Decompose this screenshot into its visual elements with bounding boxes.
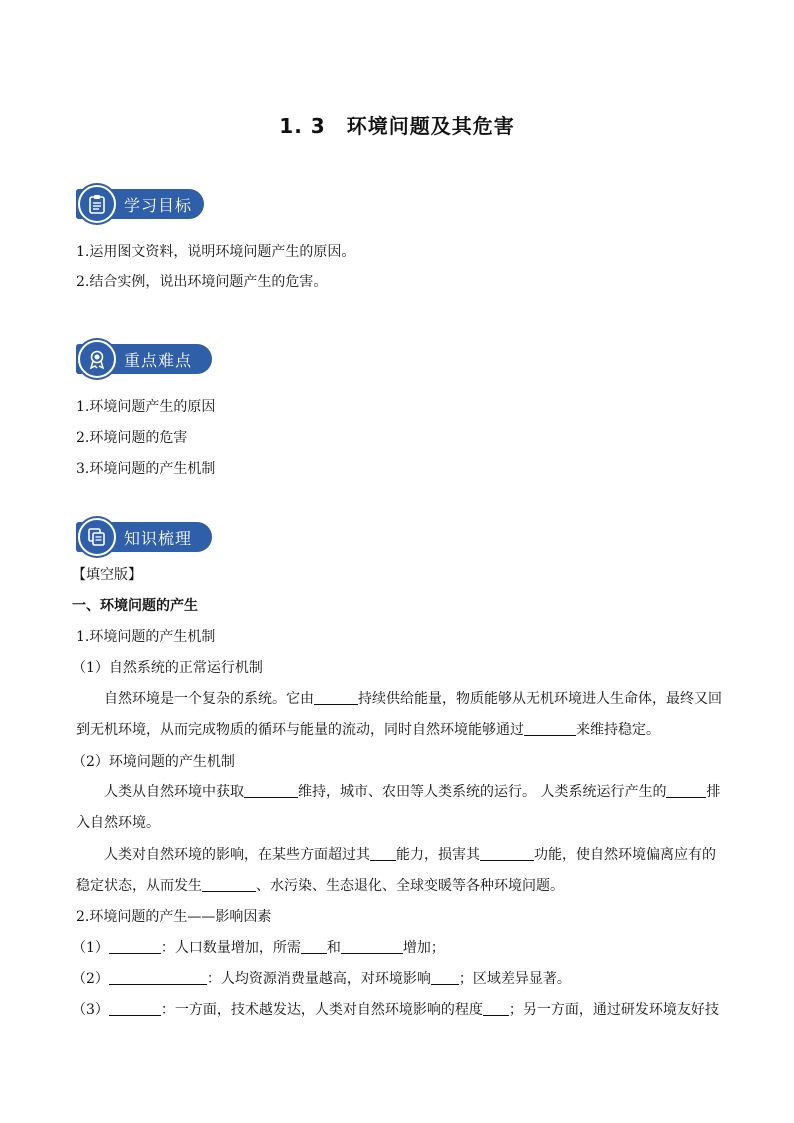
heading-1: 一、环境问题的产生 [72, 598, 198, 614]
blank[interactable] [244, 783, 298, 798]
blank[interactable] [370, 846, 396, 861]
key-item: 2.环境问题的危害 [76, 430, 188, 446]
key-item: 1.环境问题产生的原因 [76, 399, 216, 415]
heading-1-1: 1.环境问题的产生机制 [76, 629, 216, 645]
blank[interactable] [431, 970, 459, 985]
key-item: 3.环境问题的产生机制 [76, 461, 216, 477]
section-badge-key [76, 340, 192, 378]
goal-item: 2.结合实例，说出环境问题产生的危害。 [76, 274, 328, 290]
section-label: 知识梳理 [124, 528, 193, 548]
heading-1-1-2: （2）环境问题的产生机制 [72, 754, 235, 770]
factor-3: （3） ：一方面，技术越发达，人类对自然环境影响的程度 ；另一方面，通过研发环境友好技 [72, 1002, 719, 1018]
blank[interactable] [202, 877, 256, 892]
blank[interactable] [524, 721, 576, 736]
page-title: 1. 3 环境问题及其危害 [279, 114, 515, 138]
paragraph-2: 人类从自然环境中获取 维持，城市、农田等人类系统的运行。 人类系统运行产生的 排入自然环境。 [76, 784, 721, 831]
blank[interactable] [480, 846, 534, 861]
section-badge-knowledge [76, 518, 192, 556]
goal-item: 1.运用图文资料，说明环境问题产生的原因。 [76, 244, 356, 260]
factor-1: （1） ：人口数量增加，所需 和 增加； [72, 940, 445, 956]
blank[interactable] [109, 939, 161, 954]
section-label: 学习目标 [124, 195, 193, 215]
heading-1-1-1: （1）自然系统的正常运行机制 [72, 660, 263, 676]
blank[interactable] [666, 783, 706, 798]
paragraph-3: 人类对自然环境的影响，在某些方面超过其 能力，损害其 功能，使自然环境偏离应有的稳定状态，从而发生 、水污染、生态退化、全球变暖等各种环境问题。 [76, 847, 716, 894]
section-label: 重点难点 [124, 350, 193, 370]
paragraph-1: 自然环境是一个复杂的系统。它由 持续供给能量，物质能够从无机环境进人生命体，最终又回到无机环境，从而完成物质的循环与能量的流动，同时自然环境能够通过 来维持稳定。 [76, 691, 722, 738]
award-icon [78, 340, 116, 378]
blank[interactable] [314, 690, 358, 705]
blank[interactable] [483, 1001, 509, 1016]
heading-1-2: 2.环境问题的产生——影响因素 [76, 909, 272, 925]
factor-2: （2） ：人均资源消费量越高，对环境影响 ；区域差异显著。 [72, 971, 571, 987]
documents-icon [78, 518, 116, 556]
blank[interactable] [109, 1001, 161, 1016]
blank[interactable] [109, 970, 207, 985]
clipboard-icon [78, 185, 116, 223]
section-badge-goals [76, 185, 192, 223]
blank[interactable] [301, 939, 327, 954]
version-label: 【填空版】 [72, 567, 142, 583]
blank[interactable] [341, 939, 403, 954]
